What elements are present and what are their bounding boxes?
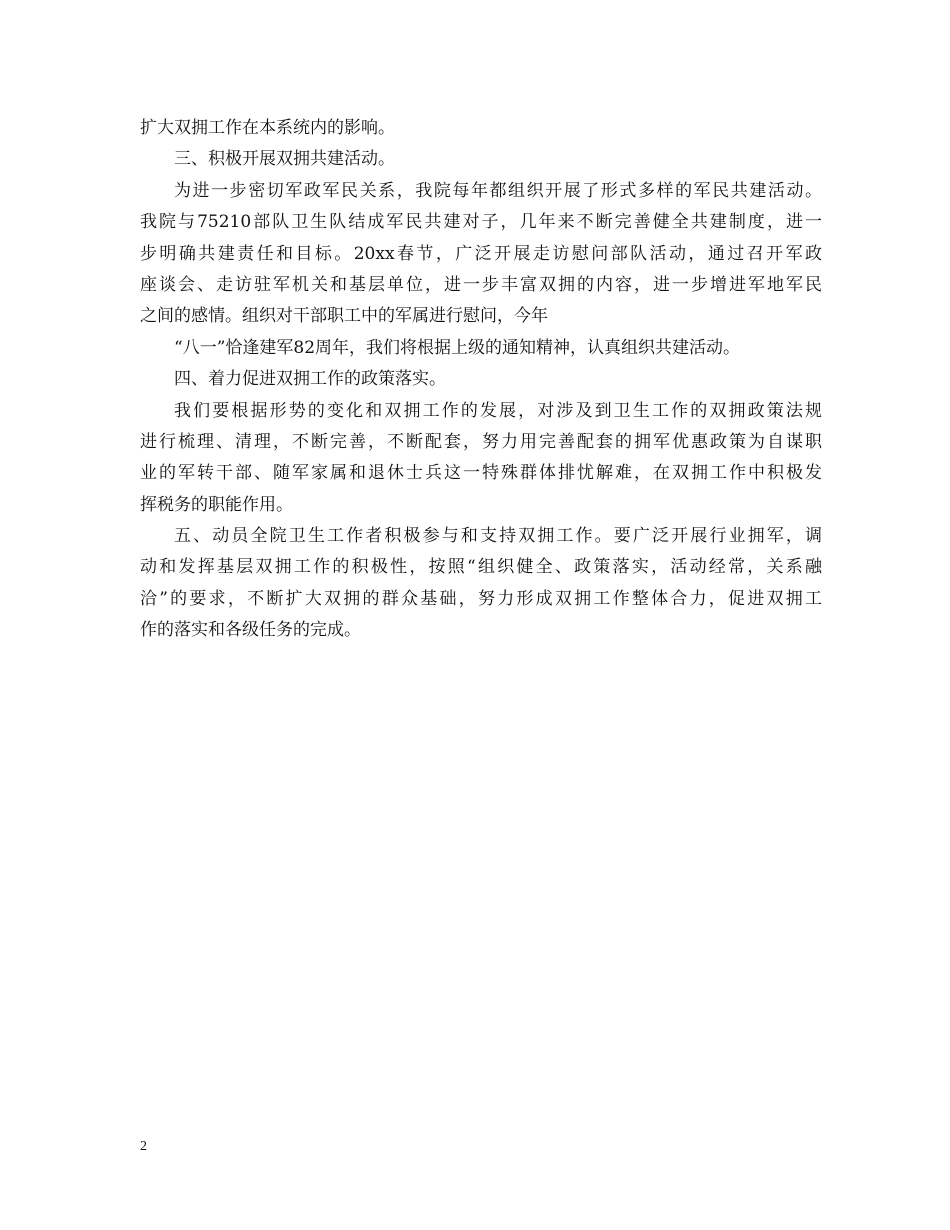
text-line-3: 为进一步密切军政军民关系，我院每年都组织开展了形式多样的军民共建活动。 xyxy=(174,180,822,201)
page-number: 2 xyxy=(140,1139,147,1154)
text-line-12: 业的军转干部、随军家属和退休士兵这一特殊群体排忧解难，在双拥工作中积极发 xyxy=(140,463,822,484)
text-line-15: 动和发挥基层双拥工作的积极性，按照“组织健全、政策落实，活动经常，关系融 xyxy=(140,557,822,578)
text-line-11: 进行梳理、清理，不断完善，不断配套，努力用完善配套的拥军优惠政策为自谋职 xyxy=(140,431,822,452)
text-line-17: 作的落实和各级任务的完成。 xyxy=(140,620,361,641)
text-line-7: 之间的感情。组织对干部职工中的军属进行慰问，今年 xyxy=(140,306,548,327)
text-line-6: 座谈会、走访驻军机关和基层单位，进一步丰富双拥的内容，进一步增进军地军民 xyxy=(140,274,822,295)
text-line-5: 步明确共建责任和目标。20xx春节，广泛开展走访慰问部队活动，通过召开军政 xyxy=(140,243,822,264)
text-line-13: 挥税务的职能作用。 xyxy=(140,494,293,515)
text-line-4: 我院与75210部队卫生队结成军民共建对子，几年来不断完善健全共建制度，进一 xyxy=(140,212,822,233)
text-line-16: 洽”的要求，不断扩大双拥的群众基础，努力形成双拥工作整体合力，促进双拥工 xyxy=(140,588,822,609)
section-heading-3: 三、积极开展双拥共建活动。 xyxy=(174,149,395,170)
text-line-10: 我们要根据形势的变化和双拥工作的发展，对涉及到卫生工作的双拥政策法规 xyxy=(174,400,822,421)
document-body xyxy=(140,113,822,647)
text-line-1: 扩大双拥工作在本系统内的影响。 xyxy=(140,118,395,138)
text-line-8: “八一”恰逢建军82周年，我们将根据上级的通知精神，认真组织共建活动。 xyxy=(174,337,741,358)
section-heading-4: 四、着力促进双拥工作的政策落实。 xyxy=(174,369,446,390)
section-heading-5: 五、动员全院卫生工作者积极参与和支持双拥工作。要广泛开展行业拥军，调 xyxy=(174,526,822,547)
